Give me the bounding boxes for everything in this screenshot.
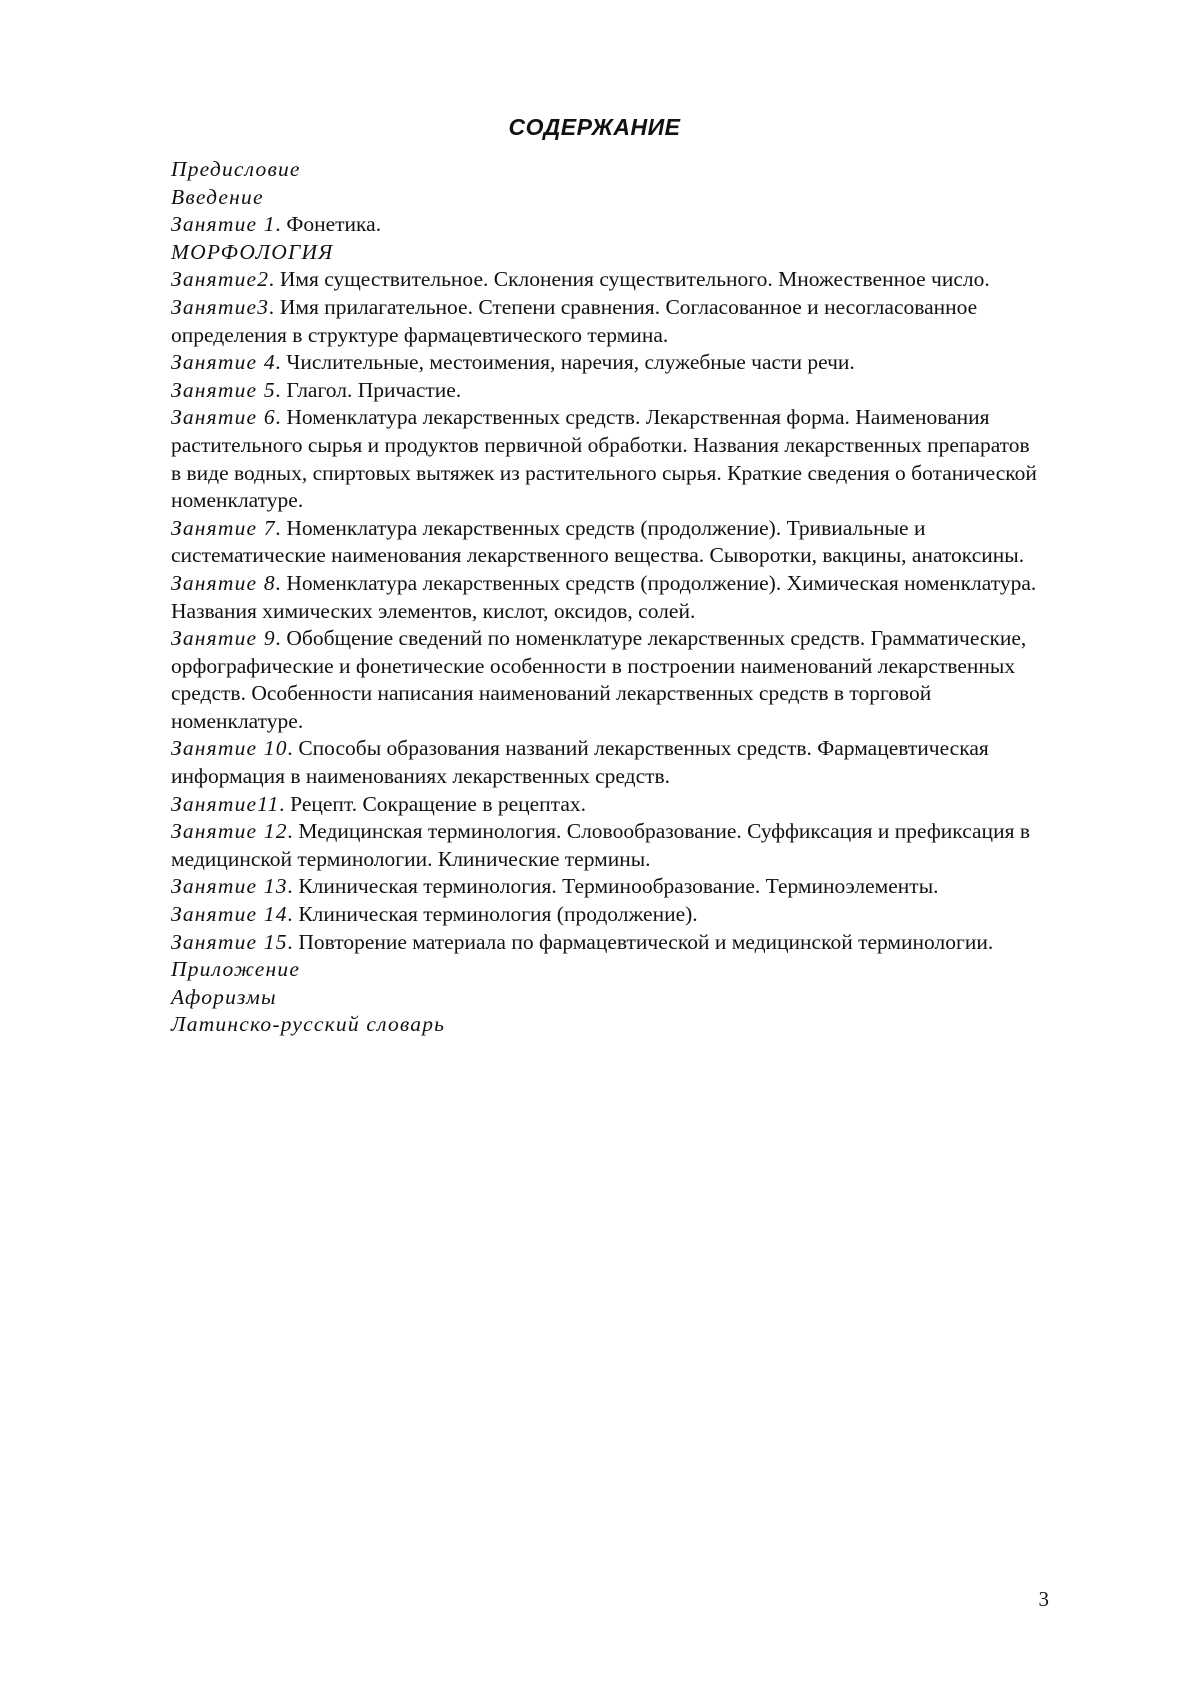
toc-entry-text: Глагол. Причастие. — [286, 377, 462, 402]
page-title: СОДЕРЖАНИЕ — [508, 114, 681, 140]
toc-entry — [171, 266, 1041, 294]
toc-entry-label: Занятие3. — [171, 294, 276, 319]
toc-entry — [171, 211, 1041, 239]
toc-entry-label: Занятие11. — [171, 791, 287, 816]
toc-entry — [171, 625, 1041, 735]
toc-entry — [171, 184, 1041, 212]
toc-entry — [171, 818, 1041, 873]
toc-entry-label: Занятие 14. — [171, 902, 295, 927]
toc-entry-label: Предисловие — [171, 157, 301, 181]
toc-entry-label: Афоризмы — [171, 984, 277, 1009]
toc-entry-label: Занятие 6. — [171, 405, 283, 430]
toc-entry-label: Занятие 13. — [171, 874, 295, 899]
toc-entry-text: Медицинская терминология. Словообразование. Суффиксация и префиксация в медицинской терминологии. Клинические термины. — [171, 819, 1030, 871]
toc-entry — [171, 404, 1041, 514]
toc-entry — [171, 156, 1041, 184]
toc-entry-text: Повторение материала по фармацевтической и медицинской терминологии. — [298, 929, 994, 954]
toc-entry-label: Занятие 8. — [171, 570, 283, 595]
toc-entry-label: Приложение — [171, 957, 301, 982]
toc-entry-label: Занятие 5. — [171, 377, 283, 402]
page-number: 3 — [1038, 1587, 1049, 1611]
toc-entry-label: Введение — [171, 184, 264, 209]
toc-entry-text: Номенклатура лекарственных средств (продолжение). Химическая номенклатура. Названия химических элементов, кислот, оксидов, солей. — [171, 570, 1037, 623]
toc-entry-label: Занятие2. — [171, 267, 276, 292]
toc-entry — [171, 349, 1041, 377]
toc-entry — [171, 901, 1041, 929]
toc-section-heading — [171, 239, 1041, 267]
toc-entry — [171, 294, 1041, 349]
toc-entry-label: Латинско-русский словарь — [171, 1012, 446, 1037]
toc-entry-text: Клиническая терминология. Терминообразование. Терминоэлементы. — [298, 874, 939, 899]
toc-entry-label: МОРФОЛОГИЯ — [171, 239, 334, 264]
toc-entry-label: Занятие 4. — [171, 350, 283, 375]
toc-entry-text: Номенклатура лекарственных средств. Лекарственная форма. Наименования растительного сырья и продуктов первичной обработки. Названия лекарственных препаратов в виде водных, спиртовых вытяжек из растительного сырья. Краткие сведения о ботанической номенклатуре. — [171, 405, 1037, 513]
toc-entry — [171, 791, 1041, 819]
toc-entry-text: Имя существительное. Склонения существительного. Множественное число. — [279, 267, 990, 292]
toc-entry-text: Имя прилагательное. Степени сравнения. Согласованное и несогласованное определения в структуре фармацевтического термина. — [171, 294, 978, 347]
toc-entry — [171, 735, 1041, 790]
toc-entry-text: Обобщение сведений по номенклатуре лекарственных средств. Грамматические, орфографические и фонетические особенности в построении наименований лекарственных средств. Особенности написания наименований лекарственных средств в торговой номенклатуре. — [171, 626, 1027, 733]
toc-entry — [171, 570, 1041, 625]
toc-entry-text: Числительные, местоимения, наречия, служебные части речи. — [286, 350, 855, 375]
toc-entry-text: Рецепт. Сокращение в рецептах. — [290, 791, 587, 816]
toc-entry-label: Занятие 12. — [171, 819, 295, 844]
toc-entry-text: Способы образования названий лекарственных средств. Фармацевтическая информация в наименованиях лекарственных средств. — [171, 736, 989, 789]
toc-entry-label: Занятие 15. — [171, 929, 295, 954]
toc-entry-label: Занятие 9. — [171, 626, 283, 651]
toc-entry — [171, 956, 1041, 984]
toc-entry — [171, 929, 1041, 957]
toc-entry-label: Занятие 7. — [171, 515, 283, 540]
toc-entry — [171, 873, 1041, 901]
toc-entry-label: Занятие 10. — [171, 736, 295, 761]
toc-entry-text: Фонетика. — [286, 212, 382, 237]
toc-entry — [171, 515, 1041, 570]
toc-entry-text: Клиническая терминология (продолжение). — [298, 902, 698, 927]
toc-entry — [171, 1011, 1041, 1039]
toc-entry-text: Номенклатура лекарственных средств (продолжение). Тривиальные и систематические наименования лекарственного вещества. Сыворотки, вакцины, анатоксины. — [171, 515, 1025, 568]
toc-entry — [171, 984, 1041, 1012]
toc-entry-label: Занятие 1. — [171, 212, 283, 237]
toc-entry — [171, 377, 1041, 405]
table-of-contents — [171, 156, 1041, 1039]
